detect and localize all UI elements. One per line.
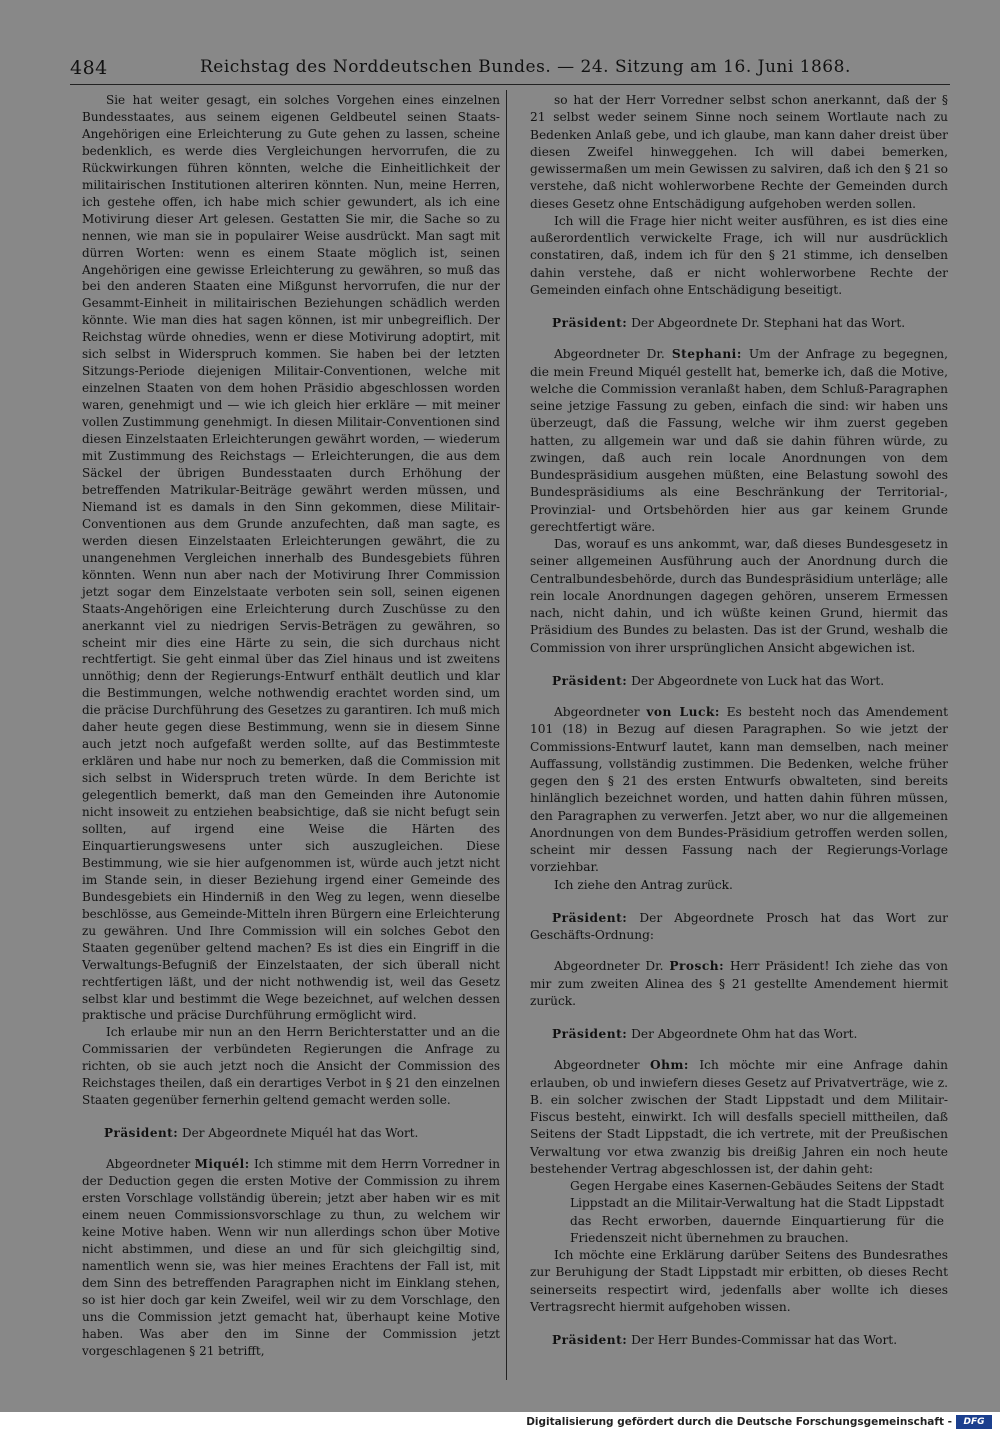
speaker-label: Präsident: bbox=[552, 1027, 628, 1041]
paragraph: Ich erlaube mir nun an den Herrn Berichterstatter und an die Commissarien der verbündeten Regierungen die Anfrage zu richten, ob sie auch jetzt noch die Ansicht der Commission des Reichstages theilen, daß ein derartiges Verbot in § 21 den einzelnen Staaten gegenüber fernerhin geltend gemacht werden solle. bbox=[82, 1025, 500, 1108]
president-line: Präsident: Der Abgeordnete Prosch hat das Wort zur Geschäfts-Ordnung: bbox=[530, 910, 949, 942]
speaker-name: Miquél: bbox=[194, 1157, 250, 1172]
speaker-label: Präsident: bbox=[552, 316, 628, 330]
speaker-name: von Luck: bbox=[646, 705, 720, 719]
paragraph: Ich ziehe den Antrag zurück. bbox=[554, 877, 733, 892]
left-column bbox=[82, 92, 500, 1360]
column-divider bbox=[506, 90, 507, 1380]
president-line: Präsident: Der Abgeordnete von Luck hat das Wort. bbox=[552, 673, 885, 688]
paragraph: Ich möchte eine Erklärung darüber Seitens des Bundesrathes zur Beruhigung der Stadt Lippstadt mir erbitten, ob dieses Recht seinerseits respectirt wird, jedenfalls aber wollte ich dieses Vertragsrecht hiermit aufgehoben wissen. bbox=[530, 1248, 948, 1314]
paragraph: Das, worauf es uns ankommt, war, daß dieses Bundesgesetz in seiner allgemeinen Ausführung auch der Anordnung durch die Centralbundesbehörde, durch das Bundespräsidium unterläge; alle rein locale Anordnungen dagegen gehören, unserem Ermessen nach, nicht dahin, und ich wüßte keinen Grund, hiermit das Präsidium des Bundes zu belasten. Das ist der Grund, weshalb die Commission von ihrer ursprünglichen Ansicht abgewichen ist. bbox=[530, 537, 948, 655]
speaker-label: Präsident: bbox=[552, 1333, 628, 1347]
president-line: Präsident: Der Herr Bundes-Commissar hat das Wort. bbox=[552, 1333, 898, 1347]
speaker-label: Präsident: bbox=[104, 1126, 179, 1141]
president-line: Präsident: Der Abgeordnete Dr. Stephani hat das Wort. bbox=[552, 316, 906, 330]
paragraph: Sie hat weiter gesagt, ein solches Vorgehen eines einzelnen Bundesstaates, aus seinem eigenen Geldbeutel seinen Staats-Angehörigen eine Erleichterung zu Gute gehen zu lassen, scheine bedenklich, es werde dies Vergleichungen hervorrufen, die zu Rückwirkungen führen könnten, welche die Einheitlichkeit der militairischen Institutionen alteriren könnten. Nun, meine Herren, ich gestehe offen, ich habe mich schier gewundert, als ich eine Motivirung dieser Art gelesen. Gestatten Sie mir, die Sache so zu nennen, wie man sie in populairer Weise ausdrückt. Man sagt mit dürren Worten: wenn es einem Staate möglich ist, seinen Angehörigen eine gewisse Erleichterung zu gewähren, so muß das bei den anderen Staaten eine Mißgunst hervorrufen, die nur der Gesammt-Einheit in militairischen Beziehungen schädlich werden könnte. Wie man dies hat sagen können, ist mir unbegreiflich. Der Reichstag würde ohnedies, wenn er diese Motivirung adoptirt, mit sich selbst in Widerspruch kommen. Sie haben bei der letzten Sitzungs-Periode diejenigen Militair-Conventionen, welche mit einzelnen Staaten von dem hohen Präsidio abgeschlossen worden waren, genehmigt und — wie ich gleich hier erkläre — mit meiner vollen Zustimmung genehmigt. In diesen Militair-Conventionen sind diesen Einzelstaaten Erleichterungen gewährt worden, — wiederum mit Zustimmung des Reichstags — Erleichterungen, die aus dem Säckel der übrigen Bundesstaaten durch Erhöhung der betreffenden Matrikular-Beiträge gewährt werden müssen, und Niemand ist es damals in den Sinn gekommen, diese Militair-Conventionen aus dem Grunde anzufechten, daß man sagte, es werden diesen Einzelstaaten Erleichterungen gewährt, die zu unangenehmen Vergleichen innerhalb des Bundesgebiets führen könnten. Wenn nun aber nach der Motivirung Ihrer Commission jetzt sogar dem Einzelstaate verboten sein soll, seinen eigenen Staats-Angehörigen eine Erleichterung durch Zuschüsse zu den anerkannt viel zu niedrigen Servis-Beträgen zu gewähren, so scheint mir dies eine Härte zu sein, die sich durchaus nicht rechtfertigt. Sie geht einmal über das Ziel hinaus und ist zweitens unnöthig; denn der Regierungs-Entwurf enthält deutlich und klar die Bestimmungen, welche nothwendig erachtet worden sind, um die präcise Durchführung des Gesetzes zu garantiren. Ich muß mich daher heute gegen diese Bestimmung, wenn sie in diesem Sinne auch jetzt noch aufgefaßt werden sollte, auf das Bestimmteste erklären und habe nur noch zu bemerken, daß die Commission mit sich selbst in Widerspruch treten würde. In dem Berichte ist gelegentlich bemerkt, daß man den Gemeinden ihre Autonomie nicht insoweit zu entziehen beabsichtige, daß sie nicht befugt sein sollten, auf irgend eine Weise die Härten des Einquartierungswesens unter sich auszugleichen. Diese Bestimmung, wie sie hier aufgenommen ist, würde auch jetzt nicht im Stande sein, in dieser Beziehung irgend einer Gemeinde des Bundesgebiets ein Hinderniß in den Weg zu legen, wenn dieselbe beschlösse, aus Gemeinde-Mitteln ihren Bürgern eine Erleichterung zu gewähren. Und Ihre Commission will ein solches Gebot den Staaten gegenüber geltend machen? Es ist dies ein Eingriff in die Verwaltungs-Befugniß der Einzelstaaten, der sich überall nicht rechtfertigen läßt, und der nicht nothwendig ist, weil das Gesetz selbst klar und bestimmt die Wege bezeichnet, auf welchen dessen praktische und präcise Durchführung ermöglicht wird. bbox=[82, 93, 500, 1023]
speaker-label: Präsident: bbox=[552, 910, 628, 925]
speaker-label: Präsident: bbox=[552, 673, 628, 688]
footer-credit: Digitalisierung gefördert durch die Deutsche Forschungsgemeinschaft - bbox=[526, 1416, 952, 1428]
right-column bbox=[530, 92, 948, 1363]
header-rule bbox=[70, 84, 950, 85]
block-quote: Gegen Hergabe eines Kasernen-Gebäudes Seitens der Stadt Lippstadt an die Militair-Verwaltung hat die Stadt Lippstadt das Recht erworben, dauernde Einquartierung für die Friedenszeit nicht übernehmen zu brauchen. bbox=[570, 1179, 944, 1245]
speaker-name: Stephani: bbox=[671, 347, 742, 362]
footer-bar bbox=[0, 1412, 1000, 1432]
speech-prosch: Abgeordneter Dr. Prosch: Herr Präsident! Ich ziehe das von mir zum zweiten Alinea des § 21 gestellte Amendement hiermit zurück. bbox=[530, 959, 949, 1008]
speaker-name: Ohm: bbox=[650, 1058, 689, 1073]
paragraph: Ich will die Frage hier nicht weiter ausführen, es ist dies eine außerordentlich verwickelte Frage, ich will nur ausdrücklich constatiren, daß, indem ich für den § 21 stimme, ich denselben dahin verstehe, daß er nicht wohlerworbene Rechte der Gemeinden einfach ohne Entschädigung beseitigt. bbox=[530, 213, 948, 297]
paragraph: so hat der Herr Vorredner selbst schon anerkannt, daß der § 21 selbst weder seinem Sinne noch seinem Wortlaute nach zu Bedenken Anlaß gebe, und ich glaube, man kann daher dreist über diesen Zweifel hinweggehen. Ich will dabei bemerken, gewissermaßen um mein Gewissen zu salviren, daß ich den § 21 so verstehe, daß nicht wohlerworbene Rechte der Gemeinden durch dieses Gesetz ohne Entschädigung aufgehoben werden sollen. bbox=[530, 93, 948, 211]
president-line: Präsident: Der Abgeordnete Miquél hat das Wort. bbox=[104, 1126, 419, 1141]
speech-luck: Abgeordneter von Luck: Es besteht noch das Amendement 101 (18) in Bezug auf diesen Paragraphen. So wie jetzt der Commissions-Entwurf lautet, kann man demselben, nach meiner Auffassung, vollständig zustimmen. Die Bedenken, welche früher gegen den § 21 des ersten Entwurfs obwalteten, sind bereits hinlänglich bezeichnet worden, und hatten dahin führen müssen, den Paragraphen zu verwerfen. Jetzt aber, wo nur die allgemeinen Anordnungen von dem Bundes-Präsidium getroffen werden sollen, scheint mir dessen Fassung nach der Regierungs-Vorlage vorziehbar. bbox=[530, 705, 948, 875]
speech-ohm: Abgeordneter Ohm: Ich möchte mir eine Anfrage dahin erlauben, ob und inwiefern dieses Gesetz auf Privatverträge, wie z. B. ein solcher zwischen der Stadt Lippstadt und dem Militair-Fiscus besteht, einwirkt. Ich will desfalls speciell mittheilen, daß Seitens der Stadt Lippstadt, die ich vertrete, mit der Preußischen Verwaltung vor etwa zwanzig bis dreißig Jahren ein noch heute bestehender Vertrag abgeschlossen ist, der dahin geht: bbox=[530, 1058, 949, 1176]
president-line: Präsident: Der Abgeordnete Ohm hat das Wort. bbox=[552, 1027, 858, 1041]
speech-stephani: Abgeordneter Dr. Stephani: Um der Anfrage zu begegnen, die mein Freund Miquél gestellt hat, bemerke ich, daß die Motive, welche die Commission veranlaßt haben, dem Schluß-Paragraphen seine jetzige Fassung zu geben, einfach die sind: wir haben uns überzeugt, daß die Fassung, welche wir ihm zuerst gegeben hatten, zu allgemein war und daß sie dahin führen würde, zu zwingen, daß auch rein locale Anordnungen von dem Bundespräsidium ausgehen müßten, eine Belastung sowohl des Bundespräsidiums als eine Beschränkung der Territorial-, Provinzial- und Ortsbehörden hier aus gar keinem Grunde gerechtfertigt wäre. bbox=[530, 347, 949, 534]
running-title: Reichstag des Norddeutschen Bundes. — 24. Sitzung am 16. Juni 1868. bbox=[200, 57, 851, 77]
dfg-logo: DFG bbox=[956, 1415, 992, 1429]
page-number: 484 bbox=[70, 57, 108, 79]
speech-miquel: Abgeordneter Miquél: Ich stimme mit dem Herrn Vorredner in der Deduction gegen die ersten Motive der Commission zu ihrem ersten Vorschlage vollständig überein; jetzt aber haben wir es mit einem neuen Commissionsvorschlage zu thun, zu welchem wir keine Motive haben. Wenn wir nun allerdings schon über Motive nicht abstimmen, und diese an und für sich gleichgiltig sind, namentlich wenn sie, was hier meines Erachtens der Fall ist, mit dem Sinn des betreffenden Paragraphen nicht im Einklang stehen, so ist hier doch gar kein Zweifel, weil wir zu dem Vorschlage, den uns die Commission jetzt gemacht hat, überhaupt keine Motive haben. Was aber den im Sinne der Commission jetzt vorgeschlagenen § 21 betrifft, bbox=[82, 1157, 500, 1358]
page-header bbox=[70, 55, 950, 85]
speaker-name: Prosch: bbox=[669, 959, 725, 974]
